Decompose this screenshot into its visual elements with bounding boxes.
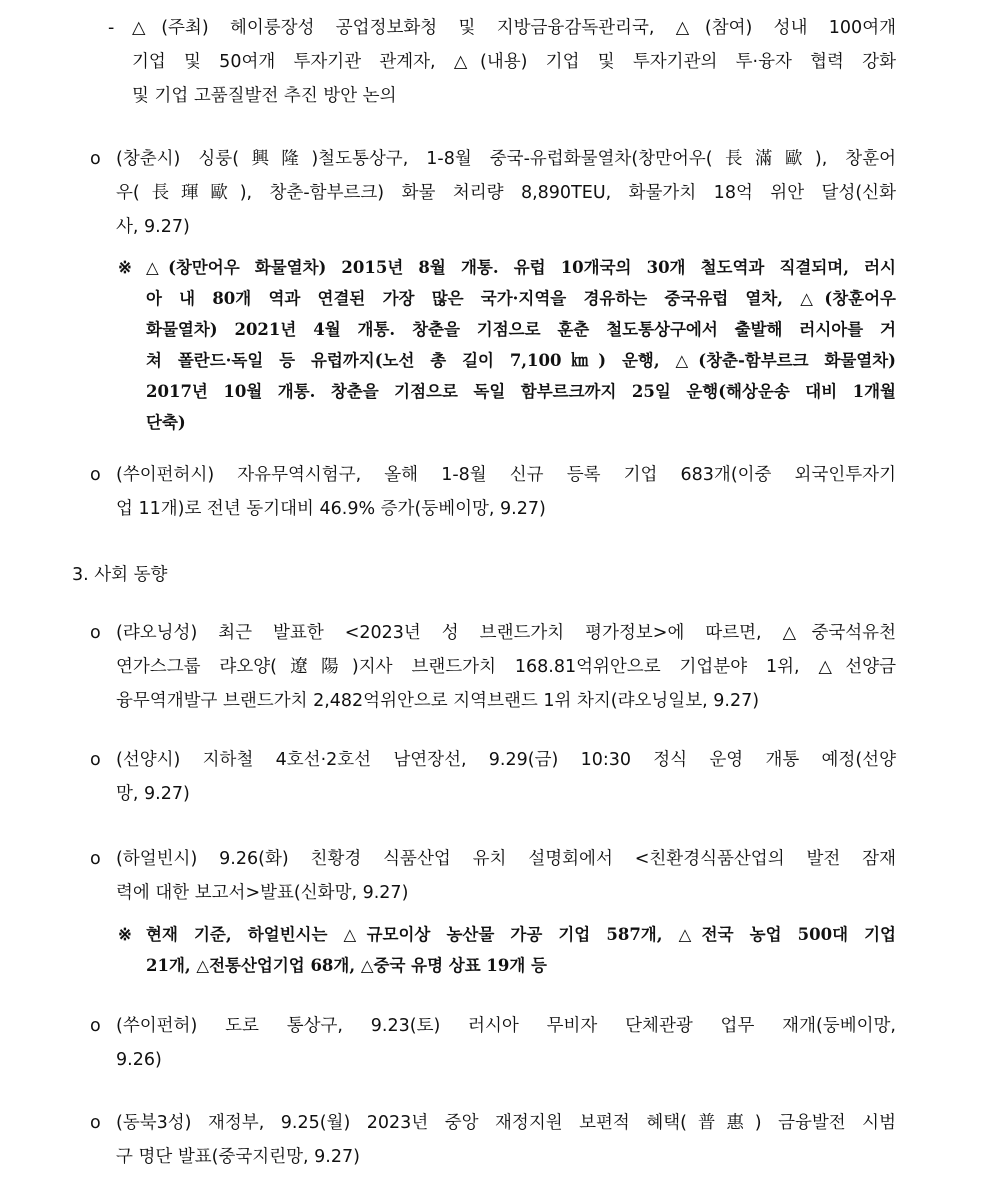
paragraph-bullet-item — [90, 1106, 896, 1174]
text-line: (동북3성) 재정부, 9.25(월) 2023년 중앙 재정지원 보편적 혜택(普惠) 금융발전 시범 — [116, 1113, 896, 1133]
circle-bullet: o — [90, 1113, 101, 1133]
text-line: 력에 대한 보고서>발표(신화망, 9.27) — [116, 883, 409, 903]
paragraph-sub-item — [108, 11, 896, 113]
dash-bullet: - — [108, 18, 115, 38]
text-line: (랴오닝성) 최근 발표한 <2023년 성 브랜드가치 평가정보>에 따르면, △중국석유천 — [116, 623, 896, 643]
text-line: (창춘시) 싱룽(興隆)철도통상구, 1-8월 중국-유럽화물열차(창만어우(長滿歐), 창훈어 — [116, 149, 896, 169]
circle-bullet: o — [90, 1016, 101, 1036]
text-line: 9.26) — [116, 1050, 162, 1070]
text-line: 구 명단 발표(중국지린망, 9.27) — [116, 1147, 360, 1167]
section-heading — [72, 558, 167, 592]
text-line: 사, 9.27) — [116, 217, 190, 237]
text-line: 21개, △전통산업기업 68개, △중국 유명 상표 19개 등 — [146, 956, 547, 975]
text-line: 우(長琿歐), 창춘-함부르크) 화물 처리량 8,890TEU, 화물가치 18억 위안 달성(신화 — [116, 183, 896, 203]
text-line: 망, 9.27) — [116, 784, 190, 804]
text-line: △(주최) 헤이룽장성 공업정보화청 및 지방금융감독관리국, △(참여) 성내 100여개 — [132, 18, 896, 38]
reference-note — [118, 252, 896, 438]
text-line: (선양시) 지하철 4호선·2호선 남연장선, 9.29(금) 10:30 정식 운영 개통 예정(선양 — [116, 750, 896, 770]
reference-mark: ※ — [118, 925, 132, 944]
paragraph-bullet-item — [90, 842, 896, 910]
text-line: (쑤이펀허) 도로 통상구, 9.23(토) 러시아 무비자 단체관광 업무 재개(둥베이망, — [116, 1016, 896, 1036]
circle-bullet: o — [90, 465, 101, 485]
circle-bullet: o — [90, 849, 101, 869]
text-line: 및 기업 고품질발전 추진 방안 논의 — [132, 86, 397, 106]
text-line: 2017년 10월 개통. 창춘을 기점으로 독일 함부르크까지 25일 운행(해상운송 대비 1개월 — [146, 382, 896, 401]
paragraph-bullet-item — [90, 142, 896, 244]
text-line: 현재 기준, 하얼빈시는 △규모이상 농산물 가공 기업 587개, △전국 농업 500대 기업 — [146, 925, 896, 944]
paragraph-bullet-item — [90, 458, 896, 526]
paragraph-bullet-item — [90, 1009, 896, 1077]
circle-bullet: o — [90, 750, 101, 770]
paragraph-bullet-item — [90, 616, 896, 718]
text-line: 기업 및 50여개 투자기관 관계자, △(내용) 기업 및 투자기관의 투·융자 협력 강화 — [132, 52, 896, 72]
paragraph-bullet-item — [90, 743, 896, 811]
text-line: △(창만어우 화물열차) 2015년 8월 개통. 유럽 10개국의 30개 철도역과 직결되며, 러시 — [146, 258, 896, 277]
text-line: 업 11개)로 전년 동기대비 46.9% 증가(둥베이망, 9.27) — [116, 499, 546, 519]
reference-note — [118, 919, 896, 981]
text-line: (하얼빈시) 9.26(화) 친황경 식품산업 유치 설명회에서 <친환경식품산업의 발전 잠재 — [116, 849, 896, 869]
text-line: 단축) — [146, 413, 186, 432]
text-line: 연가스그룹 랴오양(遼陽)지사 브랜드가치 168.81억위안으로 기업분야 1위, △선양금 — [116, 657, 896, 677]
text-line: 쳐 폴란드·독일 등 유럽까지(노선 총 길이 7,100㎞) 운행, △(창춘-함부르크 화물열차) — [146, 351, 896, 370]
text-line: 아 내 80개 역과 연결된 가장 많은 국가·지역을 경유하는 중국유럽 열차, △(창훈어우 — [146, 289, 896, 308]
text-line: 융무역개발구 브랜드가치 2,482억위안으로 지역브랜드 1위 차지(랴오닝일보, 9.27) — [116, 691, 760, 711]
text-line: (쑤이펀허시) 자유무역시험구, 올해 1-8월 신규 등록 기업 683개(이중 외국인투자기 — [116, 465, 896, 485]
text-line: 화물열차) 2021년 4월 개통. 창춘을 기점으로 훈춘 철도통상구에서 출발해 러시아를 거 — [146, 320, 896, 339]
circle-bullet: o — [90, 149, 101, 169]
reference-mark: ※ — [118, 258, 132, 277]
circle-bullet: o — [90, 623, 101, 643]
section-title: 3. 사회 동향 — [72, 565, 168, 585]
